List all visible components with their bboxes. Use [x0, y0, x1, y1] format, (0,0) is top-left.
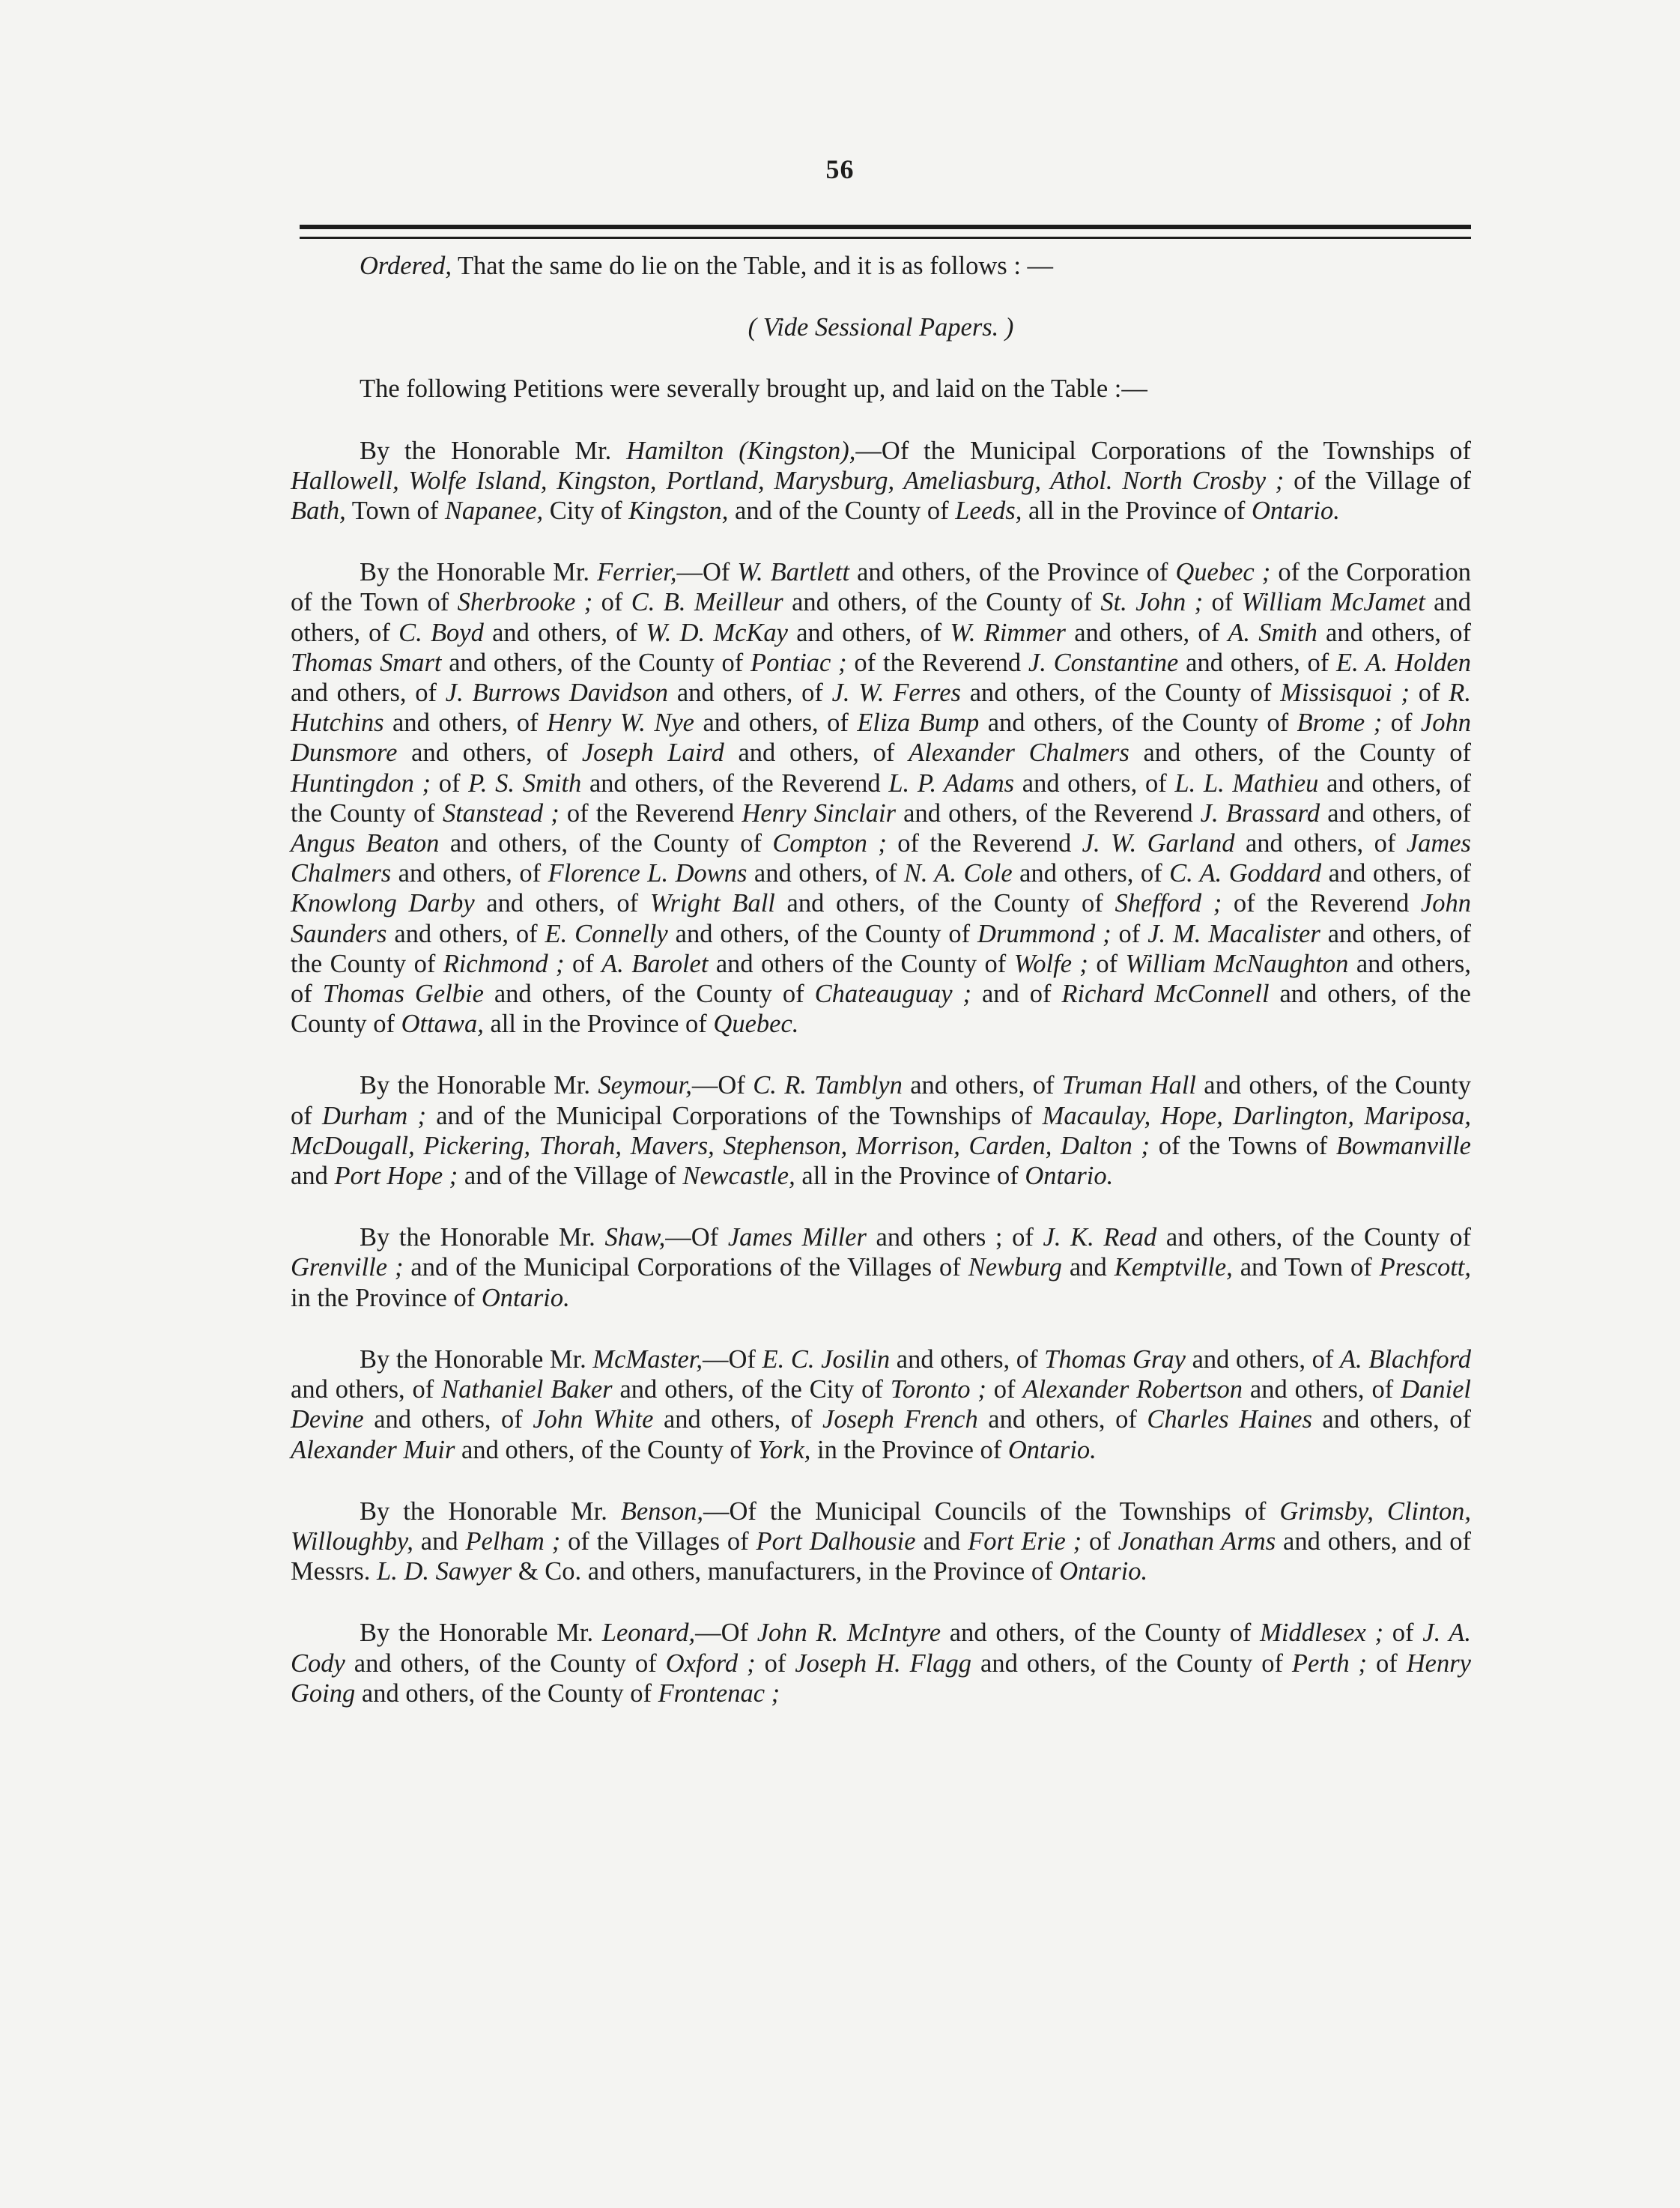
petition-name-italic: Nathaniel Baker: [441, 1375, 613, 1404]
petition-name-italic: Ontario.: [481, 1283, 570, 1312]
petition-text: By the Honorable Mr.: [360, 1344, 593, 1374]
petition-name-italic: C. R. Tamblyn: [753, 1071, 903, 1100]
page-number: 56: [825, 154, 855, 184]
petition-name-italic: Richard McConnell: [1061, 980, 1270, 1009]
petition-text: and others, of the County of: [774, 889, 1115, 918]
petition-name-italic: William McJamet: [1241, 588, 1425, 617]
petition-text: and others, of: [1242, 1375, 1401, 1404]
petition-text: and others, of the County of: [960, 679, 1281, 708]
petition-name-italic: R. Hutchins: [291, 679, 1471, 738]
petition-text: of: [1088, 949, 1126, 978]
petition-name-italic: Angus Beaton: [291, 829, 440, 858]
petition-name-italic: Eliza Bump: [857, 709, 980, 738]
petition-text: By the Honorable Mr.: [360, 1619, 602, 1648]
petition-name-italic: St. John ;: [1100, 588, 1204, 617]
petition-name-italic: Ontario.: [1025, 1162, 1114, 1191]
petition-text: and others, of: [668, 679, 832, 708]
header-rule-thick: [300, 225, 1471, 229]
petition-name-italic: Alexander Robertson: [1022, 1375, 1243, 1404]
petition-text: of the Reverend: [559, 798, 742, 828]
petition-name-italic: Missisquoi ;: [1280, 679, 1410, 708]
petition-text: and others, of the County of: [439, 829, 773, 858]
petition-text: and Town of: [1232, 1253, 1380, 1282]
petition-name-italic: Quebec.: [713, 1010, 799, 1039]
petition-text: of the Reverend: [886, 829, 1082, 858]
petition-text: By the Honorable Mr.: [360, 436, 627, 465]
petition-text: and others, of: [747, 859, 904, 888]
petition-text: and others, of the County of: [441, 648, 751, 677]
petition-text: of: [1382, 709, 1421, 738]
petition-text: in the Province of: [291, 1283, 482, 1312]
petition-text: of: [1111, 919, 1148, 948]
petition-text: By the Honorable Mr.: [360, 558, 598, 587]
petition-name-italic: Knowlong Darby: [291, 889, 475, 918]
petition-text: and others, of: [474, 889, 650, 918]
petition-text: of: [564, 949, 602, 978]
petition-name-italic: Brome ;: [1297, 709, 1383, 738]
petition-name-italic: York,: [757, 1435, 811, 1464]
petitions-intro: The following Petitions were severally brought up, and laid on the Table :—: [360, 374, 1147, 404]
petition-name-italic: John R. McIntyre: [756, 1619, 941, 1648]
petition-text: and others, of: [291, 1375, 442, 1404]
petition-name-italic: J. K. Read: [1043, 1223, 1157, 1252]
petition-name-italic: Prescott,: [1379, 1253, 1471, 1282]
petition-name-italic: Jonathan Arms: [1118, 1526, 1276, 1556]
petition-name-italic: Stanstead ;: [442, 798, 560, 828]
petition-text: City of: [543, 497, 629, 526]
petition-name-italic: Alexander Muir: [291, 1435, 455, 1464]
petition-name-italic: Bowmanville: [1335, 1131, 1471, 1160]
petition-name-italic: Huntingdon ;: [291, 768, 431, 798]
petition-text: and: [915, 1526, 968, 1556]
petition-text: all in the Province of: [1022, 497, 1252, 526]
ordered-line: [291, 251, 1471, 281]
petition-paragraph: [291, 1496, 1471, 1587]
petition-text: and others, of the County of: [1156, 1223, 1472, 1252]
petition-paragraph: [291, 1344, 1471, 1465]
petition-name-italic: Frontenac ;: [658, 1678, 780, 1708]
petition-name-italic: Napanee,: [444, 497, 544, 526]
petition-text: and others, of: [383, 709, 547, 738]
petition-paragraph: [291, 557, 1471, 1039]
petition-text: and others, of: [694, 709, 858, 738]
petition-text: all in the Province of: [483, 1010, 714, 1039]
ordered-text: That the same do lie on the Table, and it is as follows : —: [451, 252, 1054, 280]
petition-text: and others, of: [902, 1071, 1062, 1100]
petition-text: and others, of: [977, 1405, 1147, 1434]
petition-name-italic: Pontiac ;: [750, 648, 847, 677]
petition-name-italic: Middlesex ;: [1260, 1619, 1384, 1648]
petition-text: and others, of: [1321, 859, 1471, 888]
petition-name-italic: Ferrier,: [597, 558, 677, 587]
petition-name-italic: J. Constantine: [1028, 648, 1179, 677]
petition-name-italic: Richmond ;: [443, 949, 565, 978]
petition-name-italic: Henry Sinclair: [742, 798, 897, 828]
petition-name-italic: Durham ;: [321, 1101, 427, 1130]
petition-name-italic: Drummond ;: [977, 919, 1112, 948]
petition-text: and of the Village of: [458, 1162, 683, 1191]
petition-name-italic: A. Smith: [1228, 618, 1317, 647]
petition-text: of the Reverend: [1222, 889, 1421, 918]
petition-name-italic: Ontario.: [1251, 497, 1340, 526]
petition-text: —Of the Municipal Corporations of the Townships of: [855, 436, 1471, 465]
petition-name-italic: W. Bartlett: [737, 558, 850, 587]
petition-text: By the Honorable Mr.: [360, 1071, 598, 1100]
vide-sessional-papers: ( Vide Sessional Papers. ): [747, 313, 1014, 342]
petition-name-italic: Henry W. Nye: [546, 709, 694, 738]
petition-text: and others, of the County of: [667, 919, 978, 948]
petition-name-italic: Toronto ;: [890, 1375, 986, 1404]
petition-text: and others, of the County of: [979, 709, 1297, 738]
petition-text: all in the Province of: [795, 1162, 1025, 1191]
petition-name-italic: Compton ;: [772, 829, 887, 858]
petition-text: and others, of the Reverend: [581, 768, 889, 798]
petition-text: and others, of: [788, 618, 950, 647]
petition-name-italic: J. M. Macalister: [1147, 919, 1320, 948]
petition-name-italic: Pelham ;: [465, 1526, 561, 1556]
petition-text: and others, of the County of: [941, 1619, 1261, 1648]
petition-name-italic: Leonard,: [601, 1619, 696, 1648]
petition-text: and others, of the County of: [1129, 738, 1471, 768]
document-body: [291, 251, 1471, 1708]
petition-text: and others, of the County of: [971, 1649, 1292, 1678]
petition-name-italic: Wolfe ;: [1013, 949, 1088, 978]
petition-text: and others ; of: [866, 1223, 1043, 1252]
petition-name-italic: Bath,: [291, 497, 346, 526]
petition-name-italic: A. Barolet: [601, 949, 709, 978]
petition-text: —Of: [676, 558, 738, 587]
petition-text: of the Village of: [1284, 466, 1471, 495]
petition-name-italic: Perth ;: [1291, 1649, 1368, 1678]
petition-name-italic: Sherbrooke ;: [457, 588, 593, 617]
petition-text: and others, of: [1185, 1344, 1340, 1374]
petition-name-italic: J. A. Cody: [291, 1619, 1471, 1678]
petition-text: and others, of: [483, 618, 646, 647]
petition-name-italic: Ontario.: [1007, 1435, 1097, 1464]
petition-text: and others, of: [1234, 829, 1407, 858]
petition-name-italic: Joseph Laird: [581, 738, 724, 768]
petition-text: and others, and of Messrs.: [291, 1526, 1471, 1586]
petition-name-italic: James Chalmers: [291, 829, 1471, 888]
petition-text: and others, of the Province of: [849, 558, 1176, 587]
petition-name-italic: N. A. Cole: [903, 859, 1013, 888]
petition-text: of the Towns of: [1150, 1131, 1336, 1160]
petition-text: and others, of: [1320, 798, 1472, 828]
petition-name-italic: W. D. McKay: [646, 618, 788, 647]
petition-text: —Of: [703, 1344, 762, 1374]
petition-text: and others, of the County of: [783, 588, 1101, 617]
petition-text: —Of: [691, 1071, 753, 1100]
petition-name-italic: James Miller: [727, 1223, 867, 1252]
petition-text: and others, of the County of: [345, 1649, 666, 1678]
petition-name-italic: C. A. Goddard: [1169, 859, 1322, 888]
petition-name-italic: J. W. Ferres: [831, 679, 961, 708]
petition-name-italic: E. C. Josilin: [762, 1344, 891, 1374]
petition-name-italic: Hallowell, Wolfe Island, Kingston, Portland, Marysburg, Ameliasburg, Athol. North Crosby ;: [291, 466, 1285, 495]
petition-paragraph: [291, 1618, 1471, 1708]
petition-text: and others, of: [724, 738, 909, 768]
petition-name-italic: Florence L. Downs: [548, 859, 747, 888]
petition-name-italic: Port Hope ;: [334, 1162, 458, 1191]
petition-text: and others, of: [291, 679, 446, 708]
petition-text: and others, of: [1014, 768, 1175, 798]
petition-text: and: [291, 1162, 335, 1191]
petition-text: and others, of the County of: [291, 1071, 1471, 1130]
petition-text: and others, of: [363, 1405, 533, 1434]
petition-name-italic: Grimsby, Clinton, Willoughby,: [291, 1496, 1471, 1556]
petition-text: and of the Municipal Corporations of the Townships of: [426, 1101, 1043, 1130]
petition-text: of: [1367, 1649, 1407, 1678]
petition-text: and others, of: [1012, 859, 1170, 888]
petition-name-italic: A. Blachford: [1339, 1344, 1471, 1374]
petition-text: and others, of the Reverend: [896, 798, 1201, 828]
petition-text: and others, of: [890, 1344, 1045, 1374]
petition-name-italic: Hamilton (Kingston),: [626, 436, 856, 465]
petition-name-italic: E. Connelly: [545, 919, 668, 948]
petition-name-italic: Seymour,: [598, 1071, 692, 1100]
petition-text: of: [1410, 679, 1449, 708]
petition-name-italic: Oxford ;: [665, 1649, 756, 1678]
petition-name-italic: Charles Haines: [1147, 1405, 1312, 1434]
petition-text: and others, of: [397, 738, 582, 768]
petition-name-italic: Truman Hall: [1061, 1071, 1196, 1100]
header-rule-thin: [300, 237, 1471, 239]
petition-text: of: [1383, 1619, 1423, 1648]
petition-text: and others, of: [1178, 648, 1337, 677]
petition-text: in the Province of: [810, 1435, 1008, 1464]
petition-name-italic: Quebec ;: [1175, 558, 1271, 587]
petition-name-italic: Thomas Smart: [291, 648, 442, 677]
petition-text: and others, of the County of: [355, 1678, 658, 1708]
petition-text: and others of the County of: [708, 949, 1014, 978]
petition-text: and others, of: [391, 859, 548, 888]
petition-text: and of: [971, 980, 1062, 1009]
petition-name-italic: John White: [533, 1405, 654, 1434]
petition-name-italic: L. P. Adams: [888, 768, 1015, 798]
petition-text: of the Reverend: [846, 648, 1028, 677]
petition-paragraph: [291, 1222, 1471, 1313]
petition-name-italic: Thomas Gray: [1044, 1344, 1186, 1374]
petition-text: and others, of: [291, 588, 1471, 647]
petition-paragraph: [291, 436, 1471, 527]
petition-name-italic: L. L. Mathieu: [1174, 768, 1319, 798]
petition-name-italic: Fort Erie ;: [968, 1526, 1082, 1556]
petition-name-italic: Joseph H. Flagg: [795, 1649, 972, 1678]
petition-text: and of the County of: [728, 497, 956, 526]
petition-name-italic: Port Dalhousie: [756, 1526, 916, 1556]
petition-name-italic: Wright Ball: [649, 889, 775, 918]
petition-name-italic: Alexander Chalmers: [909, 738, 1129, 768]
petition-name-italic: Grenville ;: [291, 1253, 404, 1282]
petition-text: of the Corporation of the Town of: [291, 558, 1472, 617]
petition-text: and others, of the County of: [291, 919, 1471, 978]
petition-name-italic: John Dunsmore: [291, 709, 1471, 768]
petition-text: and others, of the County of: [483, 980, 815, 1009]
petition-text: of: [592, 588, 631, 617]
petition-name-italic: P. S. Smith: [468, 768, 582, 798]
petition-name-italic: Newcastle,: [682, 1162, 795, 1191]
petition-name-italic: Chateauguay ;: [814, 980, 971, 1009]
petition-text: of: [1203, 588, 1242, 617]
petition-name-italic: Macaulay, Hope, Darlington, Mariposa, McDougall, Pickering, Thorah, Mavers, Stephenson, Morrison, Carden, Dalton ;: [291, 1101, 1471, 1160]
petition-text: of the Villages of: [560, 1526, 756, 1556]
petition-name-italic: C. B. Meilleur: [631, 588, 783, 617]
petition-text: —Of: [695, 1619, 757, 1648]
petition-name-italic: Shefford ;: [1115, 889, 1222, 918]
petition-text: of: [431, 768, 469, 798]
petitions-list: [291, 436, 1471, 1708]
petition-name-italic: Henry Going: [291, 1649, 1471, 1708]
petition-name-italic: Newburg: [968, 1253, 1062, 1282]
petition-text: and others, of: [653, 1405, 823, 1434]
petition-text: and others, of: [1311, 1405, 1471, 1434]
petition-name-italic: Kemptville,: [1114, 1253, 1233, 1282]
petition-text: and others, of: [386, 919, 545, 948]
petition-text: —Of: [665, 1223, 728, 1252]
petition-name-italic: J. Burrows Davidson: [445, 679, 669, 708]
petition-text: of: [1082, 1526, 1118, 1556]
petition-name-italic: Leeds,: [955, 497, 1022, 526]
petition-text: of: [755, 1649, 795, 1678]
petition-name-italic: Shaw,: [604, 1223, 666, 1252]
petition-text: Town of: [345, 497, 445, 526]
petition-name-italic: Benson,: [620, 1496, 703, 1526]
petition-text: and of the Municipal Corporations of the Villages of: [403, 1253, 968, 1282]
ordered-word: Ordered,: [360, 252, 452, 280]
petition-name-italic: McMaster,: [592, 1344, 703, 1374]
petition-text: —Of the Municipal Councils of the Townships of: [703, 1496, 1280, 1526]
petition-text: and others, of the County of: [455, 1435, 758, 1464]
petition-text: and others, of the County of: [291, 768, 1471, 828]
petition-text: and: [413, 1526, 466, 1556]
petition-text: By the Honorable Mr.: [360, 1496, 621, 1526]
petition-name-italic: J. W. Garland: [1082, 829, 1235, 858]
petition-text: and others, of: [291, 949, 1471, 1009]
petition-name-italic: John Saunders: [291, 889, 1471, 948]
petition-text: of: [986, 1375, 1023, 1404]
petition-name-italic: William McNaughton: [1125, 949, 1349, 978]
petition-name-italic: W. Rimmer: [950, 618, 1066, 647]
petition-text: and others, of: [1317, 618, 1471, 647]
petition-name-italic: J. Brassard: [1200, 798, 1320, 828]
petition-text: By the Honorable Mr.: [360, 1223, 605, 1252]
petition-text: and: [1061, 1253, 1115, 1282]
petition-name-italic: Thomas Gelbie: [322, 980, 484, 1009]
petition-name-italic: Daniel Devine: [291, 1375, 1472, 1434]
petition-paragraph: [291, 1070, 1471, 1191]
petition-text: and others, of the County of: [291, 980, 1471, 1039]
petition-name-italic: E. A. Holden: [1336, 648, 1471, 677]
petition-text: & Co. and others, manufacturers, in the Province of: [512, 1557, 1060, 1586]
petition-name-italic: Ontario.: [1059, 1557, 1148, 1586]
petition-name-italic: Ottawa,: [401, 1010, 484, 1039]
petition-name-italic: Kingston,: [628, 497, 729, 526]
petition-text: and others, of the City of: [612, 1375, 891, 1404]
petition-name-italic: Joseph French: [822, 1405, 978, 1434]
petition-name-italic: L. D. Sawyer: [377, 1557, 512, 1586]
petition-text: and others, of: [1065, 618, 1228, 647]
petition-name-italic: C. Boyd: [398, 618, 484, 647]
